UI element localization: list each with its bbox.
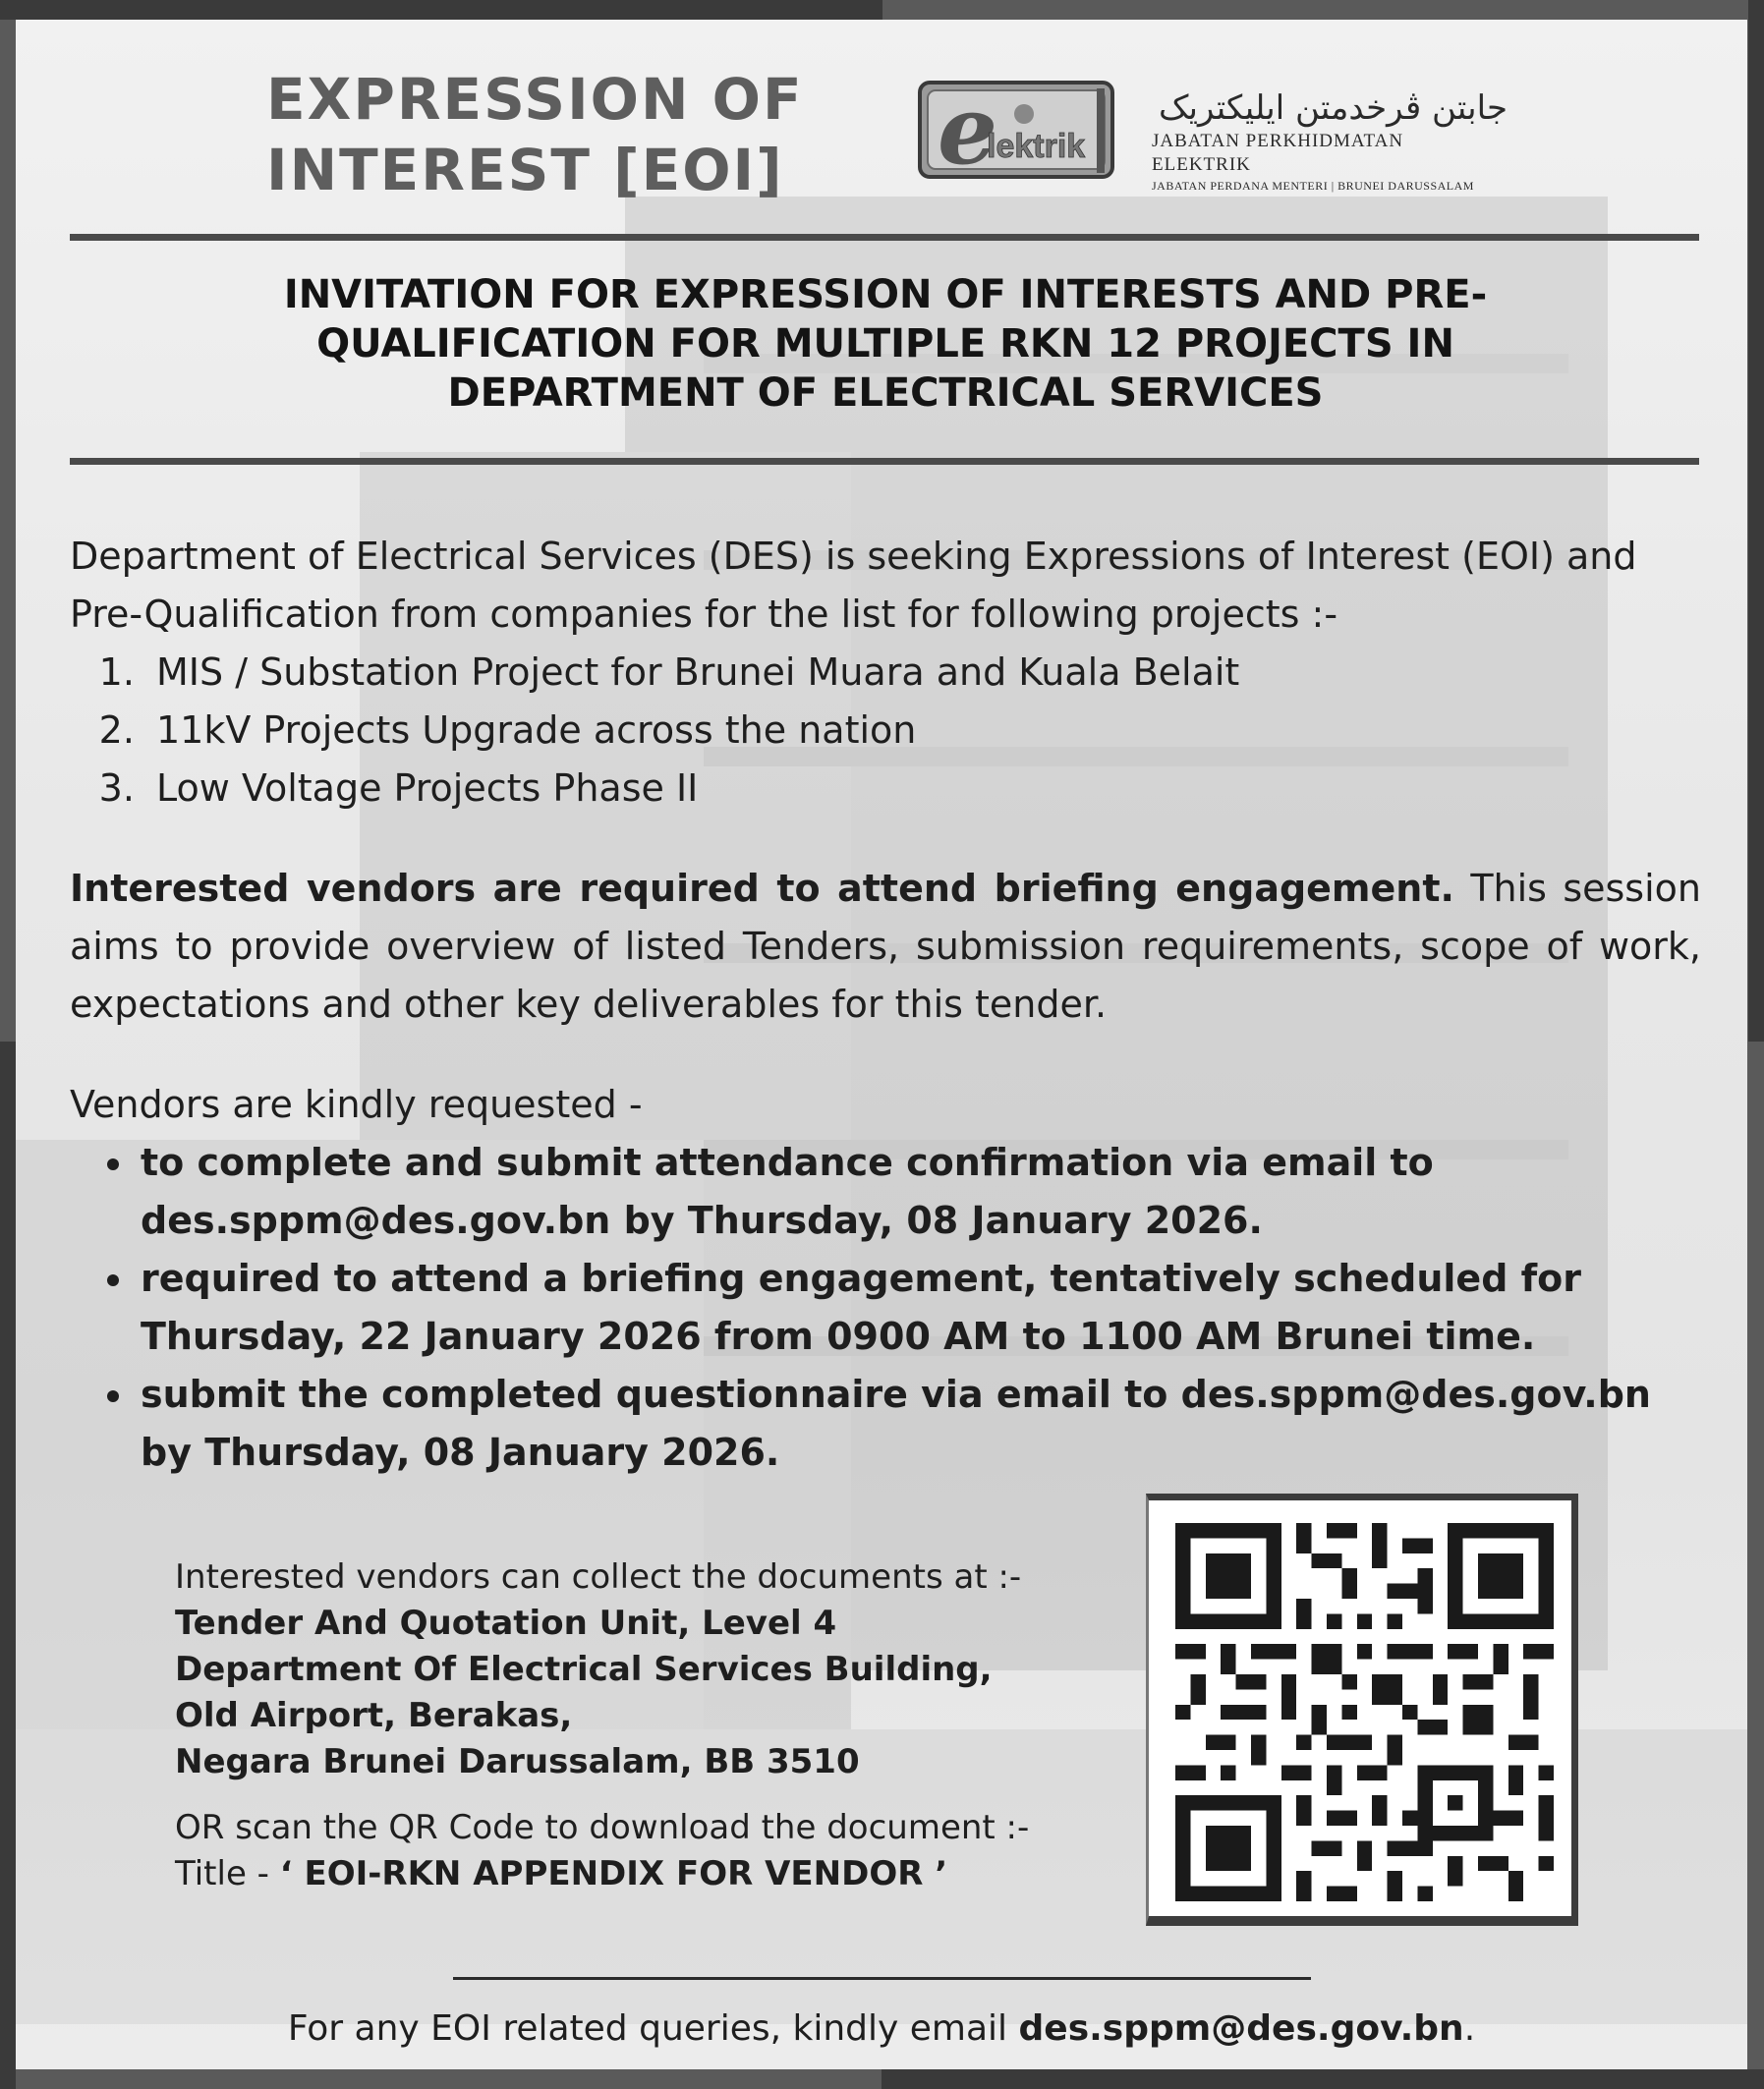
logo-subtitle: JABATAN PERDANA MENTERI | BRUNEI DARUSSALAM xyxy=(1152,179,1474,193)
address-line: Tender And Quotation Unit, Level 4 xyxy=(175,1604,837,1643)
briefing-text: This session aims to provide overview of listed Tenders, submission requirements, scope of work, expectations and other key deliverables for this tender. xyxy=(70,867,1701,1026)
svg-text:lektrik: lektrik xyxy=(987,128,1086,165)
list-item: • required to attend a briefing engagement, tentatively scheduled for Thursday, 22 January 2026 from 0900 AM to 1100 AM Brunei time. xyxy=(137,1250,1701,1366)
intro-paragraph: Department of Electrical Services (DES) is seeking Expressions of Interest (EOI) and Pre-Qualification from companies for the list for following projects :- xyxy=(70,535,1637,636)
address-line: Department Of Electrical Services Building, xyxy=(175,1650,993,1689)
divider xyxy=(70,458,1699,465)
frame-corner xyxy=(0,0,882,20)
logo-jawi-text: جابتن ڤرخدمتن ايليكتريک xyxy=(1159,88,1508,128)
briefing-emphasis: Interested vendors are required to attend briefing engagement. xyxy=(70,867,1454,910)
list-item: • submit the completed questionnaire via email to des.sppm@des.gov.bn by Thursday, 08 January 2026. xyxy=(137,1366,1701,1482)
logo-text xyxy=(1134,86,1508,195)
vendor-requests-lead: Vendors are kindly requested - xyxy=(70,1083,643,1126)
divider xyxy=(70,234,1699,241)
page-title: EXPRESSION OF INTEREST [EOI] xyxy=(266,66,804,203)
qr-lead: OR scan the QR Code to download the document :- xyxy=(175,1808,1030,1847)
qr-code-icon[interactable] xyxy=(1175,1523,1554,1901)
footer-text: For any EOI related queries, kindly email xyxy=(287,2008,1019,2049)
notice-sheet xyxy=(16,20,1747,2069)
document-title: Title - ‘ EOI-RKN APPENDIX FOR VENDOR ’ xyxy=(175,1854,948,1893)
frame-corner xyxy=(882,2069,1764,2089)
list-item: 1. MIS / Substation Project for Brunei Muara and Kuala Belait xyxy=(146,644,1701,702)
vendor-requests xyxy=(70,1076,1701,1482)
frame-edge xyxy=(0,1042,16,2089)
project-list xyxy=(70,644,1701,818)
list-item: 3. Low Voltage Projects Phase II xyxy=(146,760,1701,818)
intro-section xyxy=(70,528,1701,818)
qr-code[interactable] xyxy=(1146,1494,1598,1946)
address-line: Old Airport, Berakas, xyxy=(175,1696,573,1735)
address-line: Negara Brunei Darussalam, BB 3510 xyxy=(175,1742,860,1781)
collection-lead: Interested vendors can collect the documents at :- xyxy=(175,1557,1022,1597)
list-item: 2. 11kV Projects Upgrade across the nation xyxy=(146,702,1701,760)
svg-text:e: e xyxy=(938,79,998,185)
footer-divider xyxy=(453,1977,1311,1980)
logo-department-name: JABATAN PERKHIDMATAN ELEKTRIK xyxy=(1152,131,1404,175)
elektrik-logo-icon xyxy=(918,79,1124,185)
list-item: • to complete and submit attendance confirmation via email to des.sppm@des.gov.bn by Thursday, 08 January 2026. xyxy=(137,1134,1701,1250)
headline: INVITATION FOR EXPRESSION OF INTERESTS AND PRE-QUALIFICATION FOR MULTIPLE RKN 12 PROJECTS IN DEPARTMENT OF ELECTRICAL SERVICES xyxy=(283,272,1488,416)
footer: For any EOI related queries, kindly email des.sppm@des.gov.bn. xyxy=(287,2008,1476,2049)
contact-email-link[interactable]: des.sppm@des.gov.bn xyxy=(1018,2008,1464,2049)
frame-edge xyxy=(1748,0,1764,1042)
request-list xyxy=(70,1134,1701,1482)
collection-info xyxy=(175,1554,1089,1897)
briefing-paragraph xyxy=(70,860,1701,1034)
